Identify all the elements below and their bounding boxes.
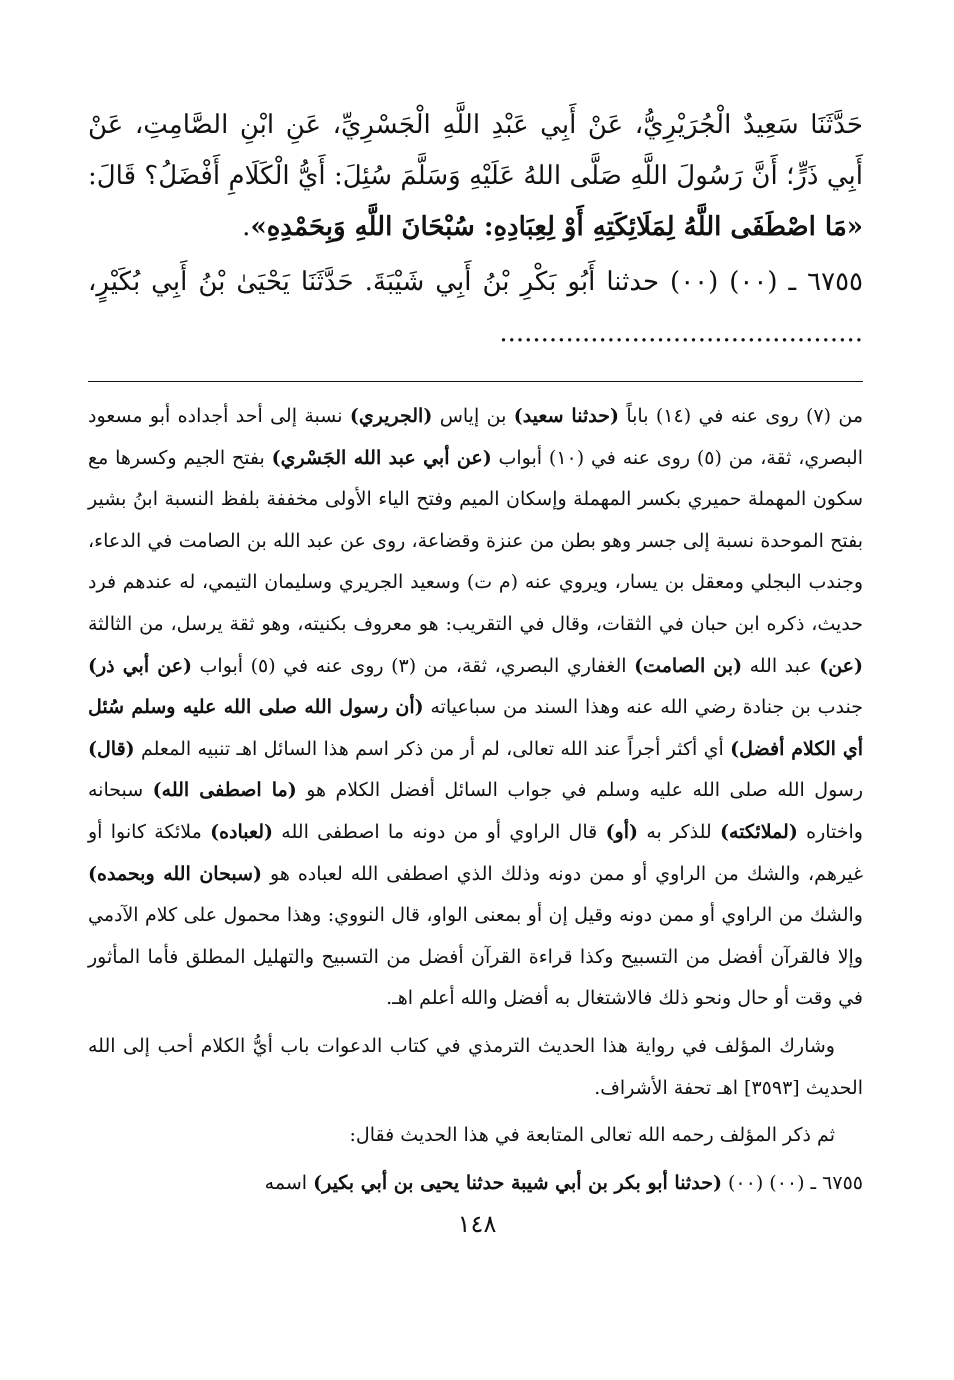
hadith-mutabaa-chain: ٦٧٥٥ ـ (٠٠) (٠٠) حدثنا أَبُو بَكْرِ بْنُ أَبِي شَيْبَةَ. حَدَّثَنَا يَحْيَىٰ بْنُ أَبِي بُكَيْرٍ،	[88, 267, 863, 297]
p1-bold-quote: (ما اصطفى الله)	[152, 779, 297, 802]
commentary	[88, 396, 863, 1204]
p1-text: والشك من الراوي أو ممن دونه وقيل إن أو بمعنى الواو، قال النووي: وهذا محمول على كلام الآدمي وإلا فالقرآن أفضل من التسبيح وكذا قراءة القرآن أفضل من التسبيح والتهليل المطلق فأما المأثور في وقت أو حال ونحو ذلك فالاشتغال به أفضل والله أعلم اهـ.	[88, 904, 863, 1010]
p1-bold-quote: (عن أبي ذر)	[88, 654, 193, 677]
p1-bold-quote: (قال)	[88, 737, 135, 760]
p1-text: نسبة إلى أحد أجداده أبو مسعود البصري، ثقة، من (٥) روى عنه في (١٠) أبواب	[88, 405, 863, 469]
p1-text: أي أكثر أجراً عند الله تعالى، لم أر من ذكر اسم هذا السائل اهـ تنبيه المعلم	[134, 737, 731, 760]
p1-bold-quote: (عن)	[819, 654, 863, 677]
p1-text: قال الراوي أو من دونه ما اصطفى الله	[272, 820, 606, 843]
p1-bold-quote: (لملائكته)	[720, 820, 798, 843]
hadith-chain: حَدَّثَنَا سَعِيدٌ الْجُرَيْرِيُّ، عَنْ أَبِي عَبْدِ اللَّهِ الْجَسْرِيِّ، عَنِ ابْنِ الصَّامِتِ، عَنْ أَبِي ذَرٍّ؛ أَنَّ رَسُولَ اللَّهِ صَلَّى اللهُ عَلَيْهِ وَسَلَّمَ سُئِلَ: أَيُّ الْكَلَامِ أَفْضَلُ؟ قَالَ:	[88, 110, 863, 191]
p1-bold-quote: (عن أبي عبد الله الجَسْري)	[271, 446, 492, 469]
p1-bold-quote: (أن رسول الله صلى الله عليه وسلم سُئل أي الكلام أفضل)	[88, 696, 863, 760]
hadith-paragraph-2	[88, 257, 863, 359]
p1-text: سبحانه واختاره	[88, 779, 863, 843]
p1-bold-quote: (أو)	[605, 820, 638, 843]
p1-text: الغفاري البصري، ثقة، من (٣) روى عنه في (٥) أبواب	[192, 654, 635, 677]
page-body	[88, 100, 863, 1350]
page-number: ١٤٨	[457, 1210, 497, 1238]
hadith-paragraph-1	[88, 100, 863, 253]
commentary-paragraph-1	[88, 396, 863, 1020]
ellipsis-dots: ............................................	[499, 318, 863, 348]
p1-bold-quote: (بن الصامت)	[634, 654, 743, 677]
p1-text: ملائكة كانوا أو غيرهم، والشك من الراوي أو ممن دونه وذلك الذي اصطفى الله لعباده هو	[88, 820, 863, 885]
p4-text: اسمه	[264, 1171, 314, 1194]
p1-bold-quote: (لعباده)	[210, 820, 273, 843]
p4-text: ٦٧٥٥ ـ (٠٠) (٠٠)	[721, 1171, 863, 1194]
hadith-matn: «مَا اصْطَفَى اللَّهُ لِمَلَائِكَتِهِ أَوْ لِعِبَادِهِ: سُبْحَانَ اللَّهِ وَبِحَمْدِهِ»	[250, 212, 863, 242]
p1-text: للذكر به	[638, 820, 721, 843]
p1-bold-quote: (سبحان الله وبحمده)	[88, 862, 262, 885]
p1-text: بن إياس	[432, 405, 514, 427]
hadith-text	[88, 100, 863, 359]
p1-text: من (٧) روى عنه في (١٤) باباً	[618, 405, 863, 427]
p1-text: عبد الله	[742, 654, 820, 677]
hadith-end-mark: .	[242, 212, 251, 242]
p1-text: رسول الله صلى الله عليه وسلم في جواب السائل أفضل الكلام هو	[296, 779, 864, 802]
p1-bold-quote: (حدثنا سعيد)	[513, 405, 619, 427]
footnote-divider	[88, 381, 863, 382]
p1-text: جندب بن جنادة رضي الله عنه وهذا السند من سباعياته	[423, 696, 863, 719]
p1-bold-quote: (الجريري)	[349, 405, 433, 427]
p4-bold-quote: (حدثنا أبو بكر بن أبي شيبة حدثنا يحيى بن أبي بكير)	[313, 1171, 722, 1194]
commentary-paragraph-4	[88, 1163, 863, 1205]
p1-text: بفتح الجيم وكسرها مع سكون المهملة حميري بكسر المهملة وإسكان الميم وفتح الياء الأولى مخففة بلفظ النسبة ابنُ بشير بفتح الموحدة نسبة إلى جسر وهو بطن من عنزة وقضاعة، روى عن عبد الله بن الصامت في الدعاء، وجندب البجلي ومعقل بن يسار، ويروي عنه (م ت) وسعيد الجريري وسليمان التيمي، له عندهم فرد حديث، ذكره ابن حبان في الثقات، وقال في التقريب: هو معروف بكنيته، وهو ثقة يرسل، من الثالثة	[88, 446, 863, 635]
commentary-paragraph-3: ثم ذكر المؤلف رحمه الله تعالى المتابعة في هذا الحديث فقال:	[349, 1124, 835, 1147]
commentary-paragraph-2: وشارك المؤلف في رواية هذا الحديث الترمذي في كتاب الدعوات باب أيُّ الكلام أحب إلى الله الحديث [٣٥٩٣] اهـ تحفة الأشراف.	[88, 1034, 863, 1099]
